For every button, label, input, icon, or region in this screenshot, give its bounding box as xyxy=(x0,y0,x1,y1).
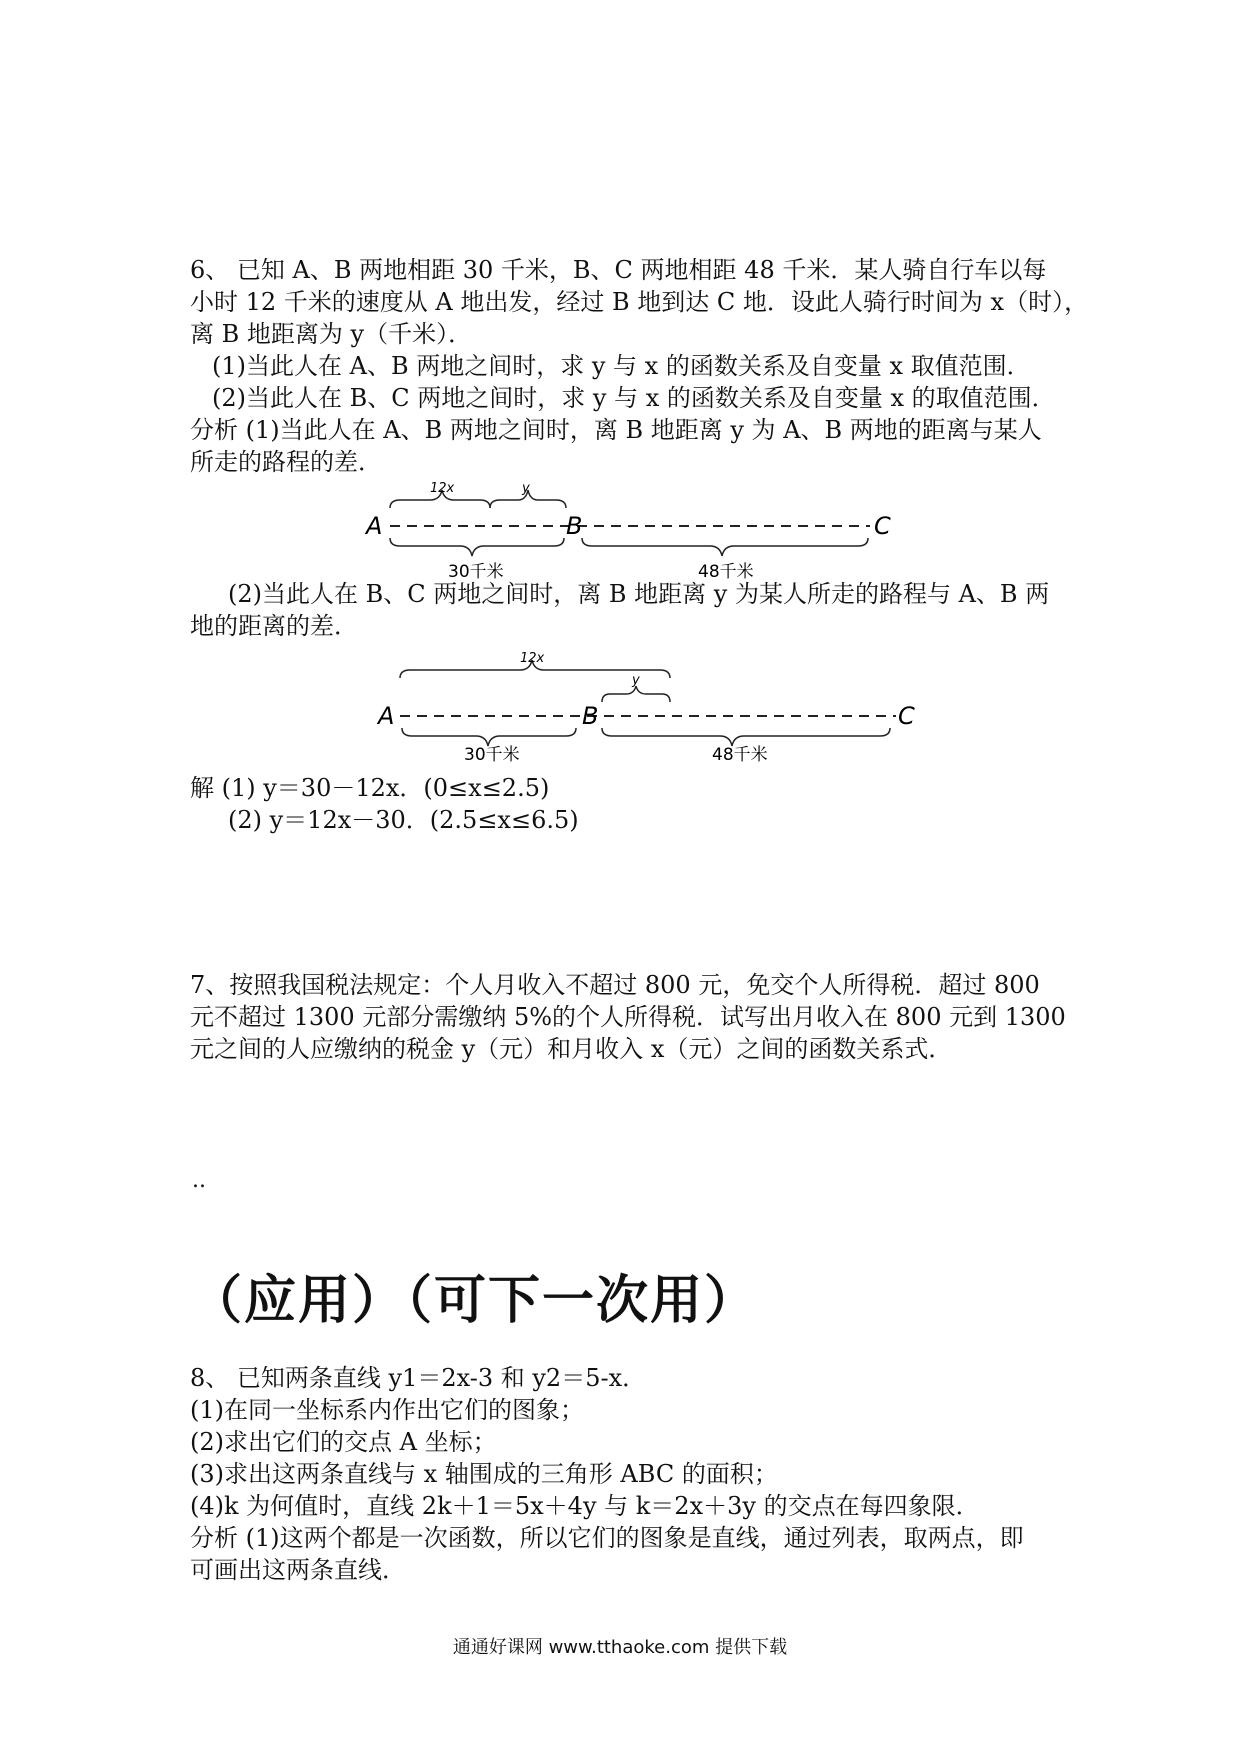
point-C: C xyxy=(898,702,915,730)
brace-30km xyxy=(402,728,576,746)
q6-part-2: (2)当此人在 B、C 两地之间时，求 y 与 x 的函数关系及自变量 x 的取值范围． xyxy=(212,384,1056,412)
q7-line-2: 元不超过 1300 元部分需缴纳 5%的个人所得税．试写出月收入在 800 元到 1300 xyxy=(190,1003,1066,1031)
q6-analysis-1a: 分析 (1)当此人在 A、B 两地之间时，离 B 地距离 y 为 A、B 两地的距离与某人 xyxy=(190,416,1042,444)
q8-analysis-a: 分析 (1)这两个都是一次函数，所以它们的图象是直线，通过列表，取两点，即 xyxy=(190,1524,1024,1552)
q6-line-2: 小时 12 千米的速度从 A 地出发，经过 B 地到达 C 地．设此人骑行时间为 x（时）， xyxy=(190,288,1089,316)
q8-part-2: (2)求出它们的交点 A 坐标； xyxy=(190,1428,497,1456)
q6-solution-1: 解 (1) y＝30－12x．(0≤x≤2.5) xyxy=(190,774,550,802)
distance-diagram-1 xyxy=(360,478,900,580)
brace-48km xyxy=(582,538,868,556)
q6-solution-2: (2) y＝12x－30．(2.5≤x≤6.5) xyxy=(228,806,579,834)
q7-line-3: 元之间的人应缴纳的税金 y（元）和月收入 x（元）之间的函数关系式． xyxy=(190,1035,953,1063)
label-48km: 48千米 xyxy=(712,745,768,765)
point-A: A xyxy=(366,512,383,540)
q6-analysis-2b: 地的距离的差． xyxy=(190,612,358,640)
label-y: y xyxy=(522,481,530,496)
label-12x: 12x xyxy=(430,481,455,496)
label-y: y xyxy=(632,673,640,688)
q8-analysis-b: 可画出这两条直线． xyxy=(190,1556,406,1584)
q6-part-1: (1)当此人在 A、B 两地之间时，求 y 与 x 的函数关系及自变量 x 取值范围． xyxy=(212,352,1031,380)
q8-part-1: (1)在同一坐标系内作出它们的图象； xyxy=(190,1396,584,1424)
q6-analysis-2a: (2)当此人在 B、C 两地之间时，离 B 地距离 y 为某人所走的路程与 A、B 两 xyxy=(228,580,1050,608)
q8-line-1: 8、 已知两条直线 y1＝2x-3 和 y2＝5-x． xyxy=(190,1364,647,1392)
label-30km: 30千米 xyxy=(464,745,520,765)
q6-analysis-1b: 所走的路程的差． xyxy=(190,448,382,476)
point-C: C xyxy=(874,512,891,540)
q8-part-4: (4)k 为何值时，直线 2k＋1＝5x＋4y 与 k＝2x＋3y 的交点在每四象限． xyxy=(190,1492,980,1520)
q8-part-3: (3)求出这两条直线与 x 轴围成的三角形 ABC 的面积； xyxy=(190,1460,778,1488)
brace-48km xyxy=(602,728,890,746)
label-12x: 12x xyxy=(520,651,545,666)
label-30km: 30千米 xyxy=(448,562,504,582)
point-B: B xyxy=(582,702,599,730)
brace-30km xyxy=(390,538,564,556)
label-48km: 48千米 xyxy=(698,562,754,582)
distance-diagram-2 xyxy=(378,650,920,765)
point-B: B xyxy=(566,512,583,540)
q6-line-1: 6、 已知 A、B 两地相距 30 千米，B、C 两地相距 48 千米．某人骑自行车以每 xyxy=(190,256,1047,284)
page-footer: 通通好课网 www.tthaoke.com 提供下载 xyxy=(452,1637,788,1658)
brace-y xyxy=(602,686,670,702)
q6-line-3: 离 B 地距离为 y（千米）． xyxy=(190,320,473,348)
ellipsis-dots: .. xyxy=(192,1168,206,1193)
section-heading: （应用）（可下一次用） xyxy=(190,1271,759,1331)
q7-line-1: 7、按照我国税法规定：个人月收入不超过 800 元，免交个人所得税．超过 800 xyxy=(190,971,1040,999)
point-A: A xyxy=(378,702,395,730)
